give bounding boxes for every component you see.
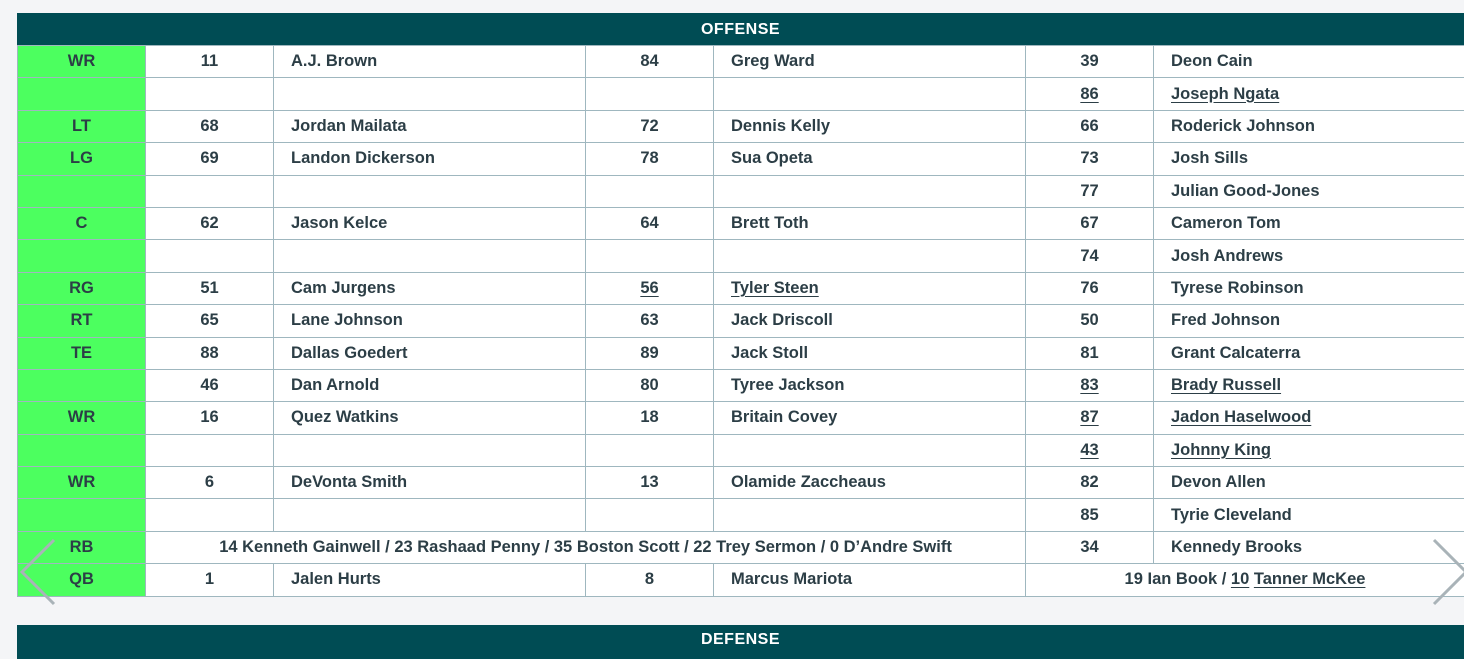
jersey-number-cell: 64 — [586, 207, 714, 239]
jersey-number-cell: 46 — [146, 369, 274, 401]
jersey-number-cell — [586, 272, 714, 304]
jersey-number-cell: 66 — [1026, 110, 1154, 142]
jersey-number-cell: 51 — [146, 272, 274, 304]
jersey-number-cell — [586, 240, 714, 272]
player-name-cell — [274, 78, 586, 110]
table-row — [18, 143, 1464, 175]
jersey-number-cell — [1026, 402, 1154, 434]
jersey-number-cell: 6 — [146, 467, 274, 499]
jersey-number-cell — [1026, 78, 1154, 110]
player-number-link[interactable]: 10 — [1231, 570, 1249, 588]
player-number-link[interactable]: 87 — [1080, 408, 1098, 426]
player-name-cell — [714, 434, 1026, 466]
player-name-cell: Deon Cain — [1154, 46, 1464, 78]
player-name-cell: Tyrese Robinson — [1154, 272, 1464, 304]
player-name-cell — [714, 78, 1026, 110]
player-name-cell: Cameron Tom — [1154, 207, 1464, 239]
table-row — [18, 369, 1464, 401]
table-row — [18, 337, 1464, 369]
jersey-number-cell: 84 — [586, 46, 714, 78]
defense-header: DEFENSE — [17, 625, 1464, 659]
position-cell: TE — [18, 337, 146, 369]
jersey-number-cell — [586, 78, 714, 110]
jersey-number-cell: 72 — [586, 110, 714, 142]
jersey-number-cell: 82 — [1026, 467, 1154, 499]
position-cell — [18, 240, 146, 272]
player-name-link[interactable]: Tyler Steen — [731, 279, 819, 297]
player-number-link[interactable]: 56 — [640, 279, 658, 297]
player-name-cell: Jordan Mailata — [274, 110, 586, 142]
position-cell — [18, 499, 146, 531]
player-name-cell: Roderick Johnson — [1154, 110, 1464, 142]
jersey-number-cell: 50 — [1026, 305, 1154, 337]
chevron-right-icon[interactable] — [1430, 538, 1464, 606]
player-name-cell: Grant Calcaterra — [1154, 337, 1464, 369]
position-cell — [18, 369, 146, 401]
jersey-number-cell: 63 — [586, 305, 714, 337]
player-name-link[interactable]: Tanner McKee — [1254, 570, 1366, 588]
position-cell: LG — [18, 143, 146, 175]
jersey-number-cell: 13 — [586, 467, 714, 499]
position-cell: RB — [18, 531, 146, 563]
position-cell: QB — [18, 564, 146, 596]
table-row — [18, 78, 1464, 110]
position-cell: WR — [18, 402, 146, 434]
jersey-number-cell — [146, 175, 274, 207]
jersey-number-cell — [1026, 434, 1154, 466]
jersey-number-cell: 65 — [146, 305, 274, 337]
position-cell: C — [18, 207, 146, 239]
table-row — [18, 531, 1464, 563]
player-name-cell: A.J. Brown — [274, 46, 586, 78]
table-row — [18, 272, 1464, 304]
table-row — [18, 305, 1464, 337]
player-name-cell: Lane Johnson — [274, 305, 586, 337]
position-cell: LT — [18, 110, 146, 142]
player-name-cell: Sua Opeta — [714, 143, 1026, 175]
jersey-number-cell: 67 — [1026, 207, 1154, 239]
jersey-number-cell: 69 — [146, 143, 274, 175]
player-name-cell: DeVonta Smith — [274, 467, 586, 499]
jersey-number-cell: 85 — [1026, 499, 1154, 531]
position-cell: WR — [18, 467, 146, 499]
player-name-cell — [1154, 402, 1464, 434]
player-name-cell: Kennedy Brooks — [1154, 531, 1464, 563]
jersey-number-cell — [146, 78, 274, 110]
jersey-number-cell: 80 — [586, 369, 714, 401]
table-row — [18, 402, 1464, 434]
player-name-cell: Jalen Hurts — [274, 564, 586, 596]
player-name-cell: Josh Sills — [1154, 143, 1464, 175]
offense-header: OFFENSE — [17, 13, 1464, 45]
jersey-number-cell — [146, 240, 274, 272]
depth-chart — [17, 13, 1464, 597]
table-row — [18, 467, 1464, 499]
position-cell: RG — [18, 272, 146, 304]
player-name-link[interactable]: Jadon Haselwood — [1171, 408, 1311, 426]
jersey-number-cell: 73 — [1026, 143, 1154, 175]
player-name-cell — [274, 434, 586, 466]
player-name-cell: Tyree Jackson — [714, 369, 1026, 401]
jersey-number-cell: 78 — [586, 143, 714, 175]
jersey-number-cell: 62 — [146, 207, 274, 239]
player-name-cell: Tyrie Cleveland — [1154, 499, 1464, 531]
jersey-number-cell — [146, 434, 274, 466]
jersey-number-cell: 76 — [1026, 272, 1154, 304]
table-row — [18, 564, 1464, 596]
jersey-number-cell: 8 — [586, 564, 714, 596]
jersey-number-cell — [586, 175, 714, 207]
jersey-number-cell: 74 — [1026, 240, 1154, 272]
player-name-cell — [1154, 369, 1464, 401]
player-name-cell: Greg Ward — [714, 46, 1026, 78]
player-number-link[interactable]: 86 — [1080, 85, 1098, 103]
player-name-cell: Quez Watkins — [274, 402, 586, 434]
player-name-cell: Jason Kelce — [274, 207, 586, 239]
running-backs-cell: 14 Kenneth Gainwell / 23 Rashaad Penny / 35 Boston Scott / 22 Trey Sermon / 0 D’Andre Swift — [146, 531, 1026, 563]
player-name-cell: Marcus Mariota — [714, 564, 1026, 596]
player-number-link[interactable]: 43 — [1080, 441, 1098, 459]
player-name-cell: Dallas Goedert — [274, 337, 586, 369]
player-name-cell: Jack Stoll — [714, 337, 1026, 369]
jersey-number-cell: 39 — [1026, 46, 1154, 78]
jersey-number-cell — [586, 434, 714, 466]
jersey-number-cell — [586, 499, 714, 531]
player-name-cell — [1154, 434, 1464, 466]
jersey-number-cell: 34 — [1026, 531, 1154, 563]
player-name-link[interactable]: Johnny King — [1171, 441, 1271, 459]
jersey-number-cell: 16 — [146, 402, 274, 434]
jersey-number-cell: 11 — [146, 46, 274, 78]
player-name-cell — [274, 499, 586, 531]
player-name-cell: Cam Jurgens — [274, 272, 586, 304]
player-name-cell: Britain Covey — [714, 402, 1026, 434]
player-name-cell: Landon Dickerson — [274, 143, 586, 175]
position-cell: WR — [18, 46, 146, 78]
player-name-cell: Fred Johnson — [1154, 305, 1464, 337]
table-row — [18, 46, 1464, 78]
table-row — [18, 434, 1464, 466]
player-name-cell — [714, 175, 1026, 207]
player-name-link[interactable]: Brady Russell — [1171, 376, 1281, 394]
chevron-left-icon[interactable] — [18, 538, 58, 606]
player-name-cell — [274, 240, 586, 272]
position-cell — [18, 434, 146, 466]
jersey-number-cell: 77 — [1026, 175, 1154, 207]
third-string-qb-cell — [1026, 564, 1464, 596]
table-row — [18, 207, 1464, 239]
jersey-number-cell: 81 — [1026, 337, 1154, 369]
jersey-number-cell — [1026, 369, 1154, 401]
jersey-number-cell: 1 — [146, 564, 274, 596]
jersey-number-cell: 18 — [586, 402, 714, 434]
table-row — [18, 110, 1464, 142]
player-name-link[interactable]: Joseph Ngata — [1171, 85, 1279, 103]
position-cell — [18, 78, 146, 110]
position-cell — [18, 175, 146, 207]
position-cell: RT — [18, 305, 146, 337]
player-number-link[interactable]: 83 — [1080, 376, 1098, 394]
player-name-cell: Jack Driscoll — [714, 305, 1026, 337]
player-name-cell: Olamide Zaccheaus — [714, 467, 1026, 499]
offense-table — [17, 45, 1464, 597]
jersey-number-cell: 89 — [586, 337, 714, 369]
table-row — [18, 499, 1464, 531]
player-name-cell: Brett Toth — [714, 207, 1026, 239]
player-name-cell: Devon Allen — [1154, 467, 1464, 499]
player-name-cell: Julian Good-Jones — [1154, 175, 1464, 207]
player-name-cell: Josh Andrews — [1154, 240, 1464, 272]
jersey-number-cell — [146, 499, 274, 531]
player-name-cell — [274, 175, 586, 207]
table-row — [18, 240, 1464, 272]
player-name-cell — [714, 272, 1026, 304]
player-name-cell — [714, 240, 1026, 272]
table-row — [18, 175, 1464, 207]
qb-plain-text: 19 Ian Book / — [1125, 570, 1231, 588]
player-name-cell — [714, 499, 1026, 531]
jersey-number-cell: 68 — [146, 110, 274, 142]
player-name-cell: Dennis Kelly — [714, 110, 1026, 142]
player-name-cell: Dan Arnold — [274, 369, 586, 401]
player-name-cell — [1154, 78, 1464, 110]
jersey-number-cell: 88 — [146, 337, 274, 369]
